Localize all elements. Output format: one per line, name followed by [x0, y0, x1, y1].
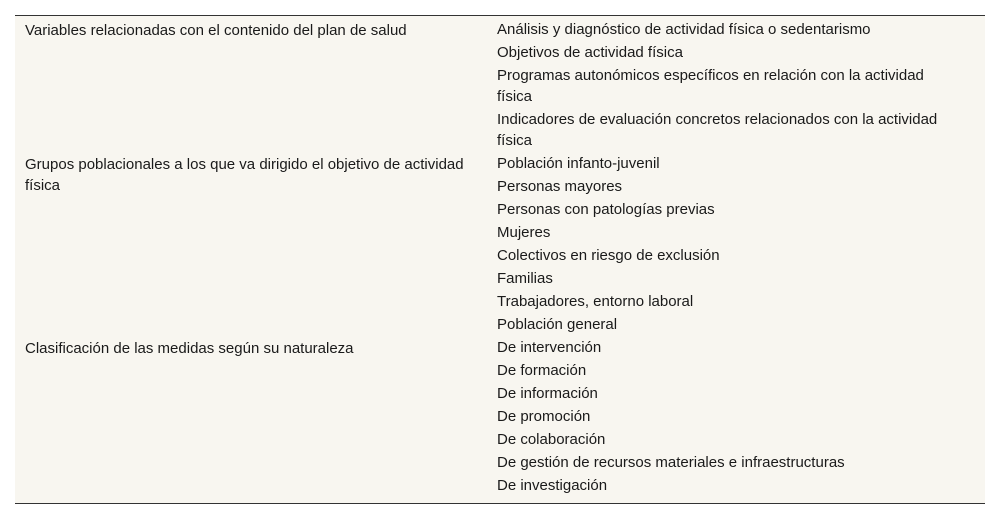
list-item: Trabajadores, entorno laboral [497, 293, 694, 310]
table-row [15, 153, 985, 337]
row-items [497, 337, 985, 498]
table-row [15, 337, 985, 498]
list-item: Población general [497, 316, 618, 333]
table-row [15, 19, 985, 153]
data-table [15, 15, 985, 504]
row-items [497, 153, 985, 337]
list-item: De intervención [497, 339, 602, 356]
list-item: De información [497, 385, 598, 402]
list-item: De colaboración [497, 431, 606, 448]
list-item: Personas mayores [497, 178, 623, 195]
list-item: Mujeres [497, 224, 551, 241]
row-category: Clasificación de las medidas según su naturaleza [25, 340, 354, 357]
list-item: Colectivos en riesgo de exclusión [497, 247, 720, 264]
list-item: Indicadores de evaluación concretos relacionados con la actividad física [497, 111, 938, 149]
row-category: Variables relacionadas con el contenido del plan de salud [25, 22, 407, 39]
list-item: Objetivos de actividad física [497, 44, 683, 61]
list-item: Análisis y diagnóstico de actividad física o sedentarismo [497, 21, 871, 38]
row-category: Grupos poblacionales a los que va dirigido el objetivo de actividad física [25, 156, 464, 194]
list-item: De investigación [497, 477, 608, 494]
list-item: Población infanto-juvenil [497, 155, 660, 172]
list-item: Familias [497, 270, 553, 287]
row-items [497, 19, 985, 153]
list-item: De formación [497, 362, 587, 379]
list-item: De gestión de recursos materiales e infraestructuras [497, 454, 845, 471]
list-item: De promoción [497, 408, 591, 425]
list-item: Programas autonómicos específicos en relación con la actividad física [497, 67, 924, 105]
list-item: Personas con patologías previas [497, 201, 715, 218]
